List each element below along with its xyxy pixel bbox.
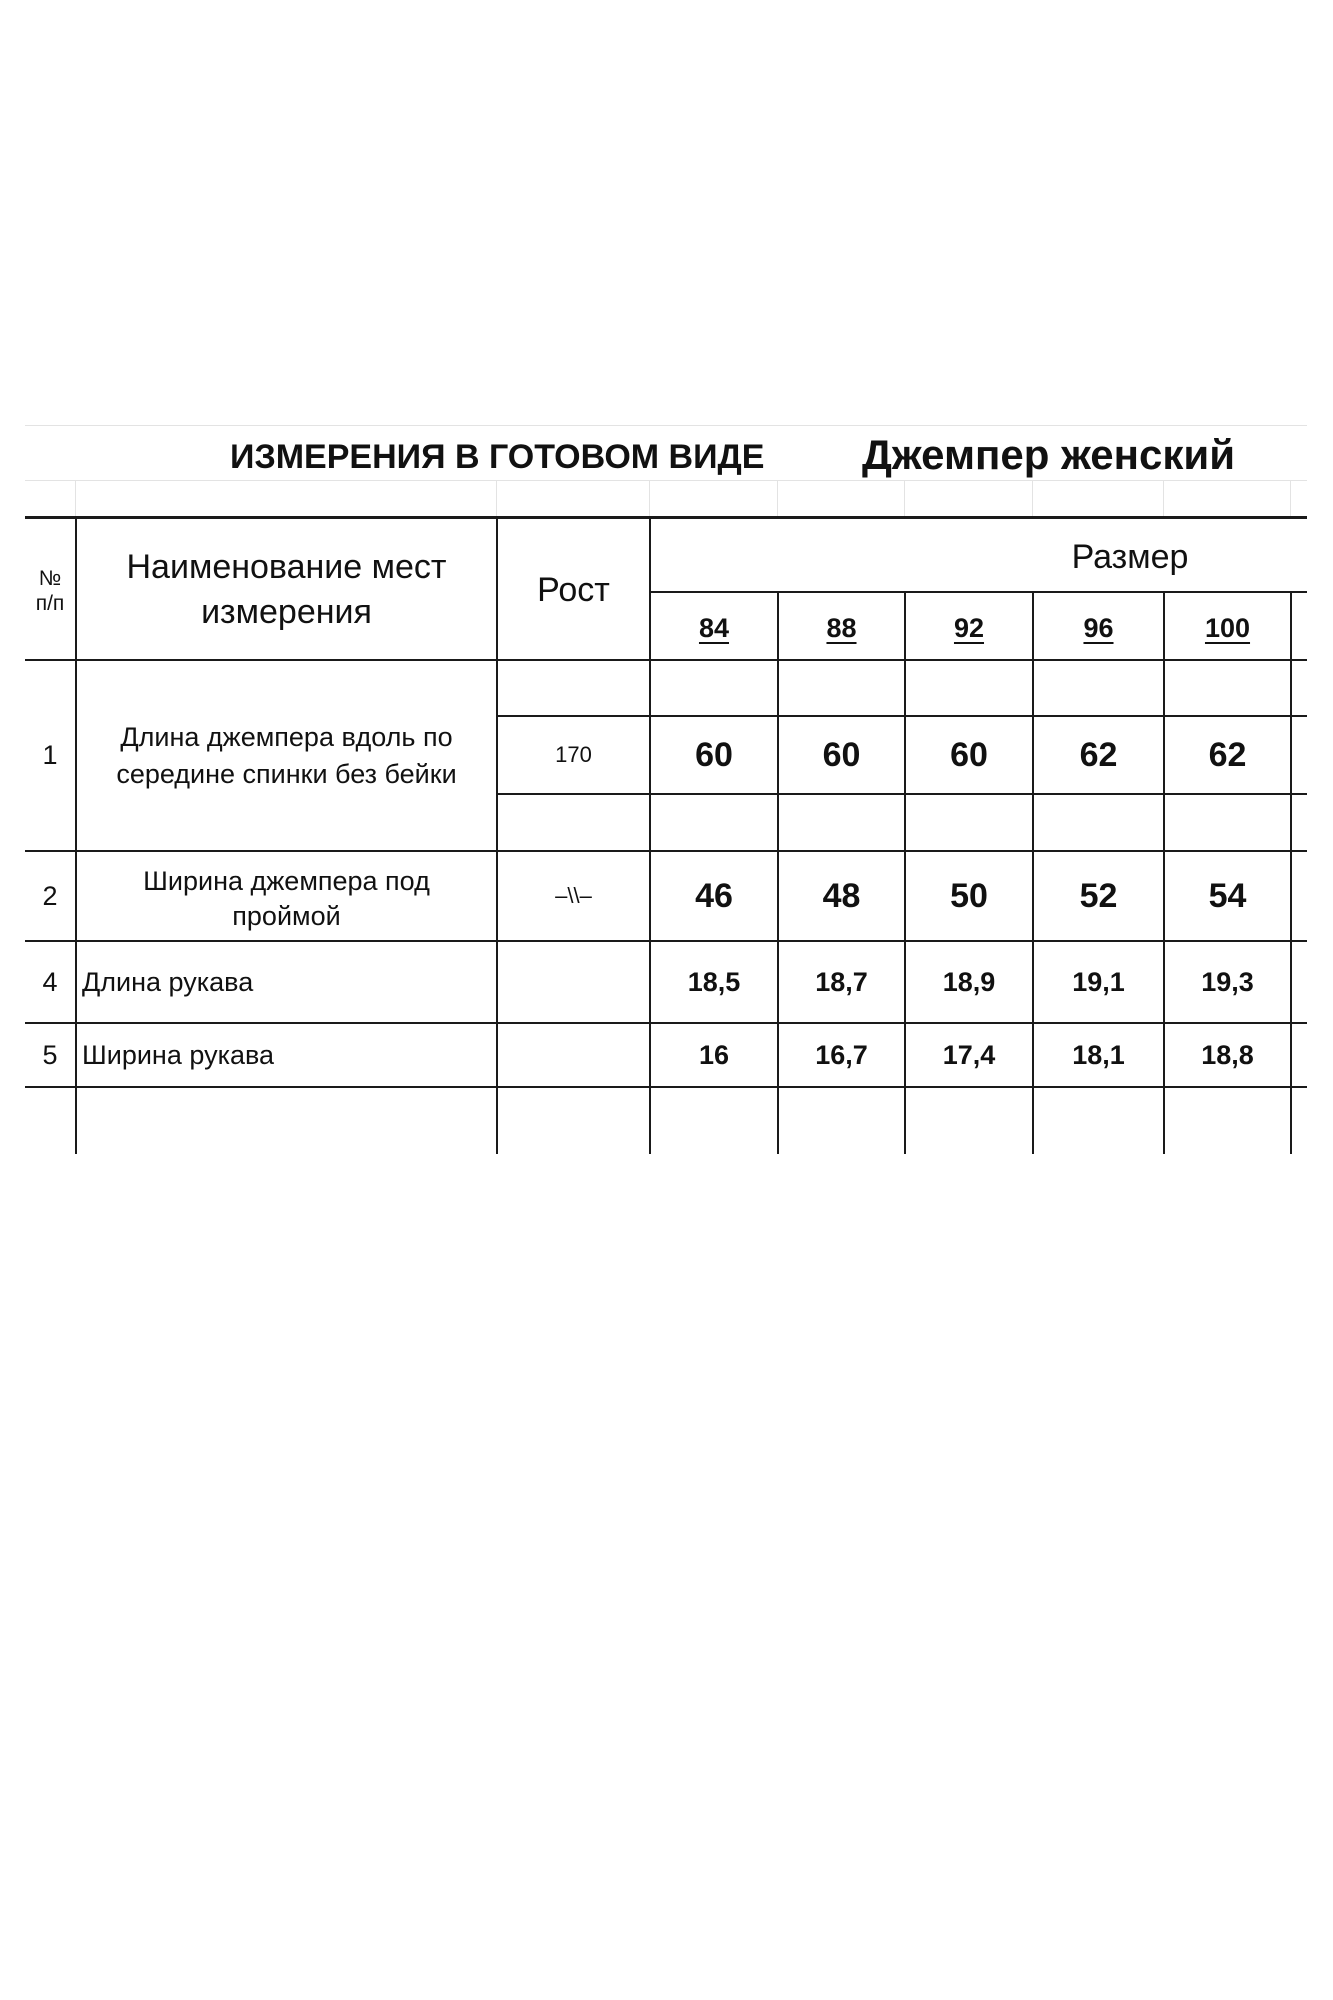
row-number: 5 — [42, 1039, 58, 1070]
grid-line — [649, 480, 650, 517]
header-name-line2: измерения — [201, 593, 372, 632]
row-label: Ширина рукава — [82, 1039, 275, 1070]
value-cell: 52 — [1079, 876, 1118, 915]
header-size-group: Размер — [1071, 538, 1189, 577]
row-border — [25, 940, 1307, 942]
value-cell: 62 — [1208, 735, 1247, 774]
value-cell: 19,1 — [1072, 966, 1125, 997]
grid-line — [1290, 480, 1291, 517]
grid-line — [496, 480, 497, 517]
size-header: 100 — [1204, 613, 1251, 644]
value-cell: 48 — [822, 876, 861, 915]
row-sub-line — [496, 793, 1307, 795]
col-border — [1290, 591, 1292, 1154]
value-cell: 16 — [698, 1039, 730, 1070]
row-rost: –\\– — [555, 882, 592, 908]
row-label-line1: Длина джемпера вдоль по — [120, 721, 453, 752]
value-cell: 18,1 — [1072, 1039, 1125, 1070]
header-num — [25, 556, 75, 626]
value-cell: 16,7 — [815, 1039, 868, 1070]
row-rost: 170 — [555, 741, 592, 767]
row-label: Длина рукава — [82, 966, 254, 997]
row-number: 4 — [42, 966, 58, 997]
size-group-divider — [649, 591, 1307, 593]
value-cell: 18,9 — [942, 966, 996, 997]
row-rost — [498, 1030, 649, 1080]
header-bottom-border — [25, 659, 1307, 661]
value-cell: 50 — [950, 876, 988, 915]
value-cell: 18,5 — [687, 966, 741, 997]
size-header: 84 — [698, 613, 730, 644]
row-border — [25, 1022, 1307, 1024]
value-cell: 18,8 — [1201, 1039, 1254, 1070]
value-cell: 17,4 — [942, 1039, 996, 1070]
header-name-line1: Наименование мест — [126, 548, 447, 587]
row-number: 1 — [42, 739, 58, 770]
size-header: 88 — [826, 613, 857, 644]
row-sub-line — [496, 715, 1307, 717]
value-cell: 19,3 — [1201, 966, 1254, 997]
value-cell: 60 — [695, 735, 733, 774]
table-top-border — [25, 516, 1307, 519]
row-label-line1: Ширина джемпера под — [143, 865, 430, 896]
value-cell: 62 — [1079, 735, 1118, 774]
product-name: Джемпер женский — [862, 430, 1236, 478]
row-border — [25, 850, 1307, 852]
row-rost — [498, 957, 649, 1007]
row-number: 2 — [42, 880, 58, 911]
header-num-symbol: № — [38, 566, 62, 590]
value-cell: 54 — [1208, 876, 1247, 915]
value-cell: 60 — [950, 735, 988, 774]
value-cell: 46 — [695, 876, 733, 915]
grid-line — [1032, 480, 1033, 517]
header-num-abbr: п/п — [35, 592, 65, 615]
grid-line — [75, 480, 76, 517]
value-cell: 18,7 — [815, 966, 868, 997]
value-cell: 60 — [822, 735, 861, 774]
row-border — [25, 1086, 1307, 1088]
size-header: 96 — [1083, 613, 1114, 644]
grid-line — [904, 480, 905, 517]
page-title: ИЗМЕРЕНИЯ В ГОТОВОМ ВИДЕ — [230, 437, 765, 476]
size-header: 92 — [953, 613, 985, 644]
row-label-line2: проймой — [232, 900, 341, 931]
grid-line — [1163, 480, 1164, 517]
row-label-line2: середине спинки без бейки — [116, 758, 457, 789]
header-rost: Рост — [537, 570, 610, 609]
grid-line — [777, 480, 778, 517]
